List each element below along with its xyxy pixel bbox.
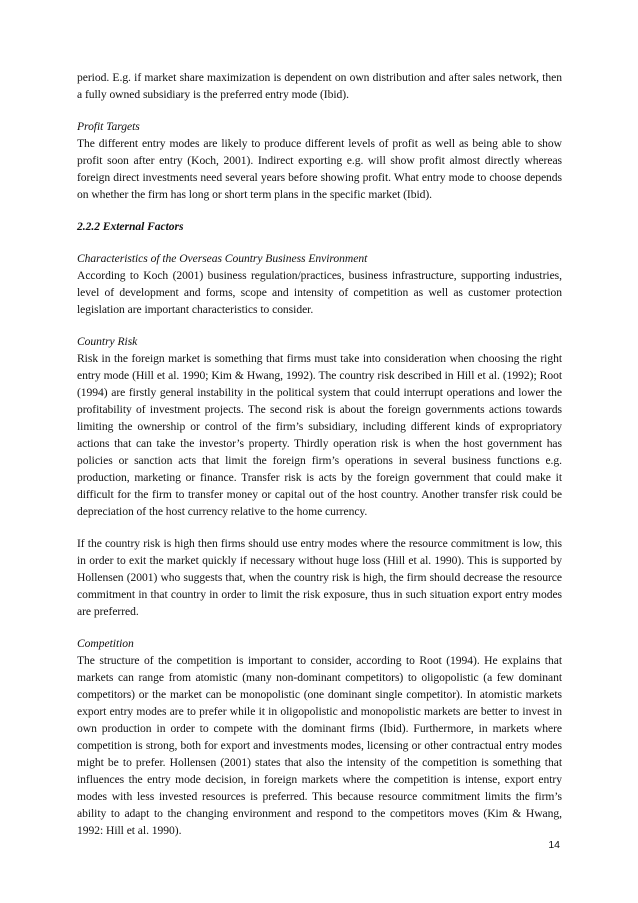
paragraph-risk-commitment: If the country risk is high then firms should use entry modes where the resource commitment is low, this in order to exit the market quickly if necessary without huge loss (Hill et al. 1990). This is supported by Hollensen (2001) who suggests that, when the country risk is high, the firm should decrease the resource commitment in that country in order to limit the risk exposure, thus in such situation export entry modes are preferred. [77, 537, 562, 618]
heading-competition: Competition [77, 637, 134, 650]
page-body [77, 69, 562, 839]
paragraph-profit-targets: The different entry modes are likely to produce different levels of profit as well as being able to show profit soon after entry (Koch, 2001). Indirect exporting e.g. will show profit almost directly whereas foreign direct investments need several years before showing profit. What entry mode to choose depends on whether the firm has long or short term plans in the specific market (Ibid). [77, 137, 562, 201]
paragraph-competition: The structure of the competition is important to consider, according to Root (1994). He explains that markets can range from atomistic (many non-dominant competitors) to oligopolistic (a few dominant competitors) or the market can be monopolistic (one dominant single competitor). In atomistic markets export entry modes are to prefer while it in oligopolistic and monopolistic markets are better to invest in own production in order to compete with the dominant firms (Ibid). Furthermore, in markets where competition is strong, both for export and investments modes, licensing or other contractual entry modes might be to prefer. Hollensen (2001) states that also the intensity of the competition is something that influences the entry mode decision, in foreign markets where the competition is intense, export entry modes with less invested resources is preferred. This because resource commitment limits the firm’s ability to adapt to the changing environment and respond to the competitors moves (Kim & Hwang, 1992: Hill et al. 1990). [77, 654, 562, 837]
heading-country-risk: Country Risk [77, 335, 138, 348]
page-number: 14 [548, 839, 560, 851]
heading-overseas-environment: Characteristics of the Overseas Country Business Environment [77, 252, 368, 265]
heading-profit-targets: Profit Targets [77, 120, 140, 133]
paragraph-country-risk: Risk in the foreign market is something that firms must take into consideration when choosing the right entry mode (Hill et al. 1990; Kim & Hwang, 1992). The country risk described in Hill et al. (1992); Root (1994) are firstly general instability in the political system that could interrupt operations and lower the profitability of investment projects. The second risk is about the foreign governments actions towards limiting the ownership or control of the firm’s subsidiary, including different kinds of expropriatory actions that can take the investor’s property. Thirdly operation risk is when the host government has policies or sanction acts that limit the foreign firm’s operations in several business functions e.g. production, marketing or finance. Transfer risk is acts by the foreign government that could make it difficult for the firm to transfer money or capital out of the host country. Another transfer risk could be depreciation of the host currency relative to the home currency. [77, 352, 562, 518]
paragraph-overseas-environment: According to Koch (2001) business regulation/practices, business infrastructure, supporting industries, level of development and forms, scope and intensity of competition as well as customer protection legislation are important characteristics to consider. [77, 269, 562, 316]
section-heading-external-factors: 2.2.2 External Factors [77, 220, 184, 233]
paragraph-entry-mode-continuation: period. E.g. if market share maximization is dependent on own distribution and after sales network, then a fully owned subsidiary is the preferred entry mode (Ibid). [77, 71, 562, 101]
